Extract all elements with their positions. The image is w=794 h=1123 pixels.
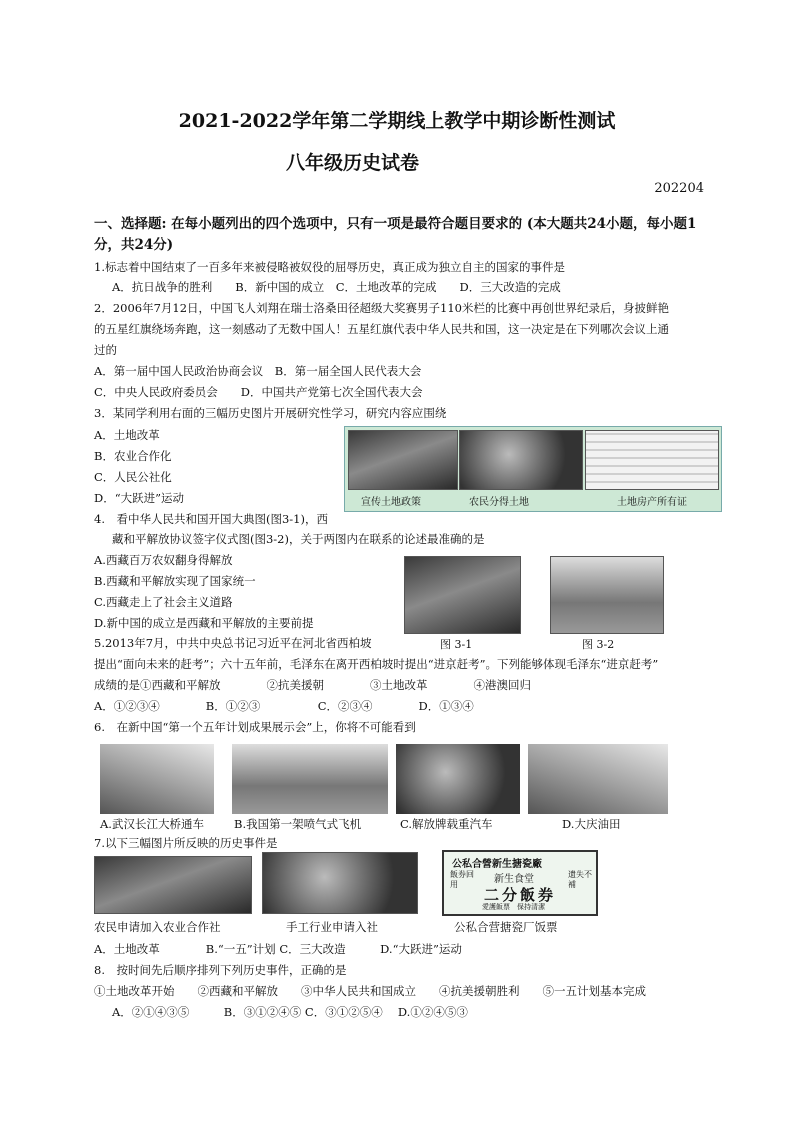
q7-meal-ticket <box>442 850 598 916</box>
q3-option-b: B．农业合作化 <box>94 449 172 463</box>
exam-code: 202204 <box>654 181 704 196</box>
q7-caption-1: 农民申请加入农业合作社 <box>94 920 221 934</box>
q6-stem: 6. 在新中国“第一个五年计划成果展示会”上，你将不可能看到 <box>94 720 416 734</box>
q3-option-c: C．人民公社化 <box>94 470 172 484</box>
q7-caption-3: 公私合营搪瓷厂饭票 <box>454 920 558 934</box>
ticket-left-note: 飯券回用 <box>450 870 474 889</box>
q2-option-c: C．中央人民政府委员会 D．中国共产党第七次全国代表大会 <box>94 385 423 399</box>
q7-caption-2: 手工行业申请入社 <box>286 920 378 934</box>
q4-photo-tibet-agreement <box>550 556 664 634</box>
q3-option-a: A．土地改革 <box>94 428 160 442</box>
q6-caption-c: C.解放牌载重汽车 <box>400 817 493 831</box>
q3-photo-farmers-land <box>459 430 583 490</box>
q5-options: A．①②③④ B．①②③ C．②③④ D．①③④ <box>94 699 474 713</box>
q1-stem: 1.标志着中国结束了一百多年来被侵略被奴役的屈辱历史，真正成为独立自主的国家的事件是 <box>94 260 565 274</box>
q3-photo-land-policy <box>348 430 458 490</box>
q4-fig2-label: 图 3-2 <box>582 638 615 651</box>
q4-fig1-label: 图 3-1 <box>440 638 473 651</box>
q7-photo-farmers <box>94 856 252 914</box>
q3-caption-1: 宣传土地政策 <box>361 497 421 508</box>
q2-line1: 2．2006年7月12日，中国飞人刘翔在瑞士洛桑田径超级大奖赛男子110米栏的比赛中再创世界纪录后，身披鲜艳 <box>94 301 669 315</box>
q6-caption-d: D.大庆油田 <box>562 817 621 831</box>
section-heading: 一、选择题: 在每小题列出的四个选项中，只有一项是最符合题目要求的 (本大题共24小题，每小题1分，共24分) <box>94 216 697 253</box>
q4-line2: 藏和平解放协议签字仪式图(图3-2)，关于两图内在联系的论述最准确的是 <box>112 532 485 546</box>
q2-line2: 的五星红旗绕场奔跑，这一刻感动了无数中国人！五星红旗代表中华人民共和国，这一决定是在下列哪次会议上通 <box>94 322 669 336</box>
q7-options: A．土地改革 B.“一五”计划 C．三大改造 D.“大跃进”运动 <box>94 942 462 956</box>
q4-option-a: A.西藏百万农奴翻身得解放 <box>94 553 233 567</box>
exam-subtitle: 八年级历史试卷 <box>286 152 420 174</box>
q5-line1: 5.2013年7月，中共中央总书记习近平在河北省西柏坡 <box>94 636 372 650</box>
ticket-right-note: 遗失不補 <box>568 870 592 889</box>
q4-option-b: B.西藏和平解放实现了国家统一 <box>94 574 256 588</box>
exam-title: 2021-2022学年第二学期线上教学中期诊断性测试 <box>178 110 616 132</box>
q4-option-d: D.新中国的成立是西藏和平解放的主要前提 <box>94 616 314 630</box>
q3-caption-3: 土地房产所有证 <box>617 497 687 508</box>
q6-caption-a: A.武汉长江大桥通车 <box>100 817 204 831</box>
q5-line3: 成绩的是①西藏和平解放 ②抗美援朝 ③土地改革 ④港澳回归 <box>94 678 531 692</box>
q6-caption-b: B.我国第一架喷气式飞机 <box>234 817 362 831</box>
q6-photo-truck <box>396 744 520 814</box>
q5-line2: 提出“面向未来的赶考”；六十五年前，毛泽东在离开西柏坡时提出“进京赶考”。下列能够体现毛泽东“进京赶考” <box>94 657 659 671</box>
ticket-bottom-note: 愛護飯票 保持清潔 <box>482 903 545 911</box>
q3-photo-land-certificate <box>585 430 719 490</box>
q8-options: A．②①④③⑤ B．③①②④⑤ C．③①②⑤④ D.①②④⑤③ <box>112 1005 468 1019</box>
q6-photo-jet <box>232 744 388 814</box>
q7-photo-handicraft <box>262 852 418 914</box>
q4-option-c: C.西藏走上了社会主义道路 <box>94 595 233 609</box>
q4-line1: 4. 看中华人民共和国开国大典图(图3-1)，西 <box>94 512 328 526</box>
q4-photo-founding-ceremony <box>404 556 521 634</box>
q2-line3: 过的 <box>94 343 117 357</box>
q7-stem: 7.以下三幅图片所反映的历史事件是 <box>94 836 278 850</box>
q3-caption-2: 农民分得土地 <box>469 497 529 508</box>
q3-option-d: D．“大跃进”运动 <box>94 491 184 505</box>
q6-photo-bridge <box>100 744 214 814</box>
ticket-title: 公私合營新生搪瓷廠 <box>452 859 542 870</box>
q8-items: ①土地改革开始 ②西藏和平解放 ③中华人民共和国成立 ④抗美援朝胜利 ⑤一五计划基本完成 <box>94 984 646 998</box>
q1-options: A．抗日战争的胜利 B．新中国的成立 C．土地改革的完成 D．三大改造的完成 <box>112 280 561 294</box>
ticket-value: 二分飯券 <box>484 886 557 904</box>
q6-photo-oilfield <box>528 744 668 814</box>
q2-option-a: A．第一届中国人民政治协商会议 B．第一届全国人民代表大会 <box>94 364 422 378</box>
ticket-canteen: 新生食堂 <box>494 874 534 885</box>
q8-stem: 8. 按时间先后顺序排列下列历史事件，正确的是 <box>94 963 347 977</box>
q3-stem: 3．某同学利用右面的三幅历史图片开展研究性学习，研究内容应围绕 <box>94 406 447 420</box>
q3-photo-strip <box>344 426 722 512</box>
